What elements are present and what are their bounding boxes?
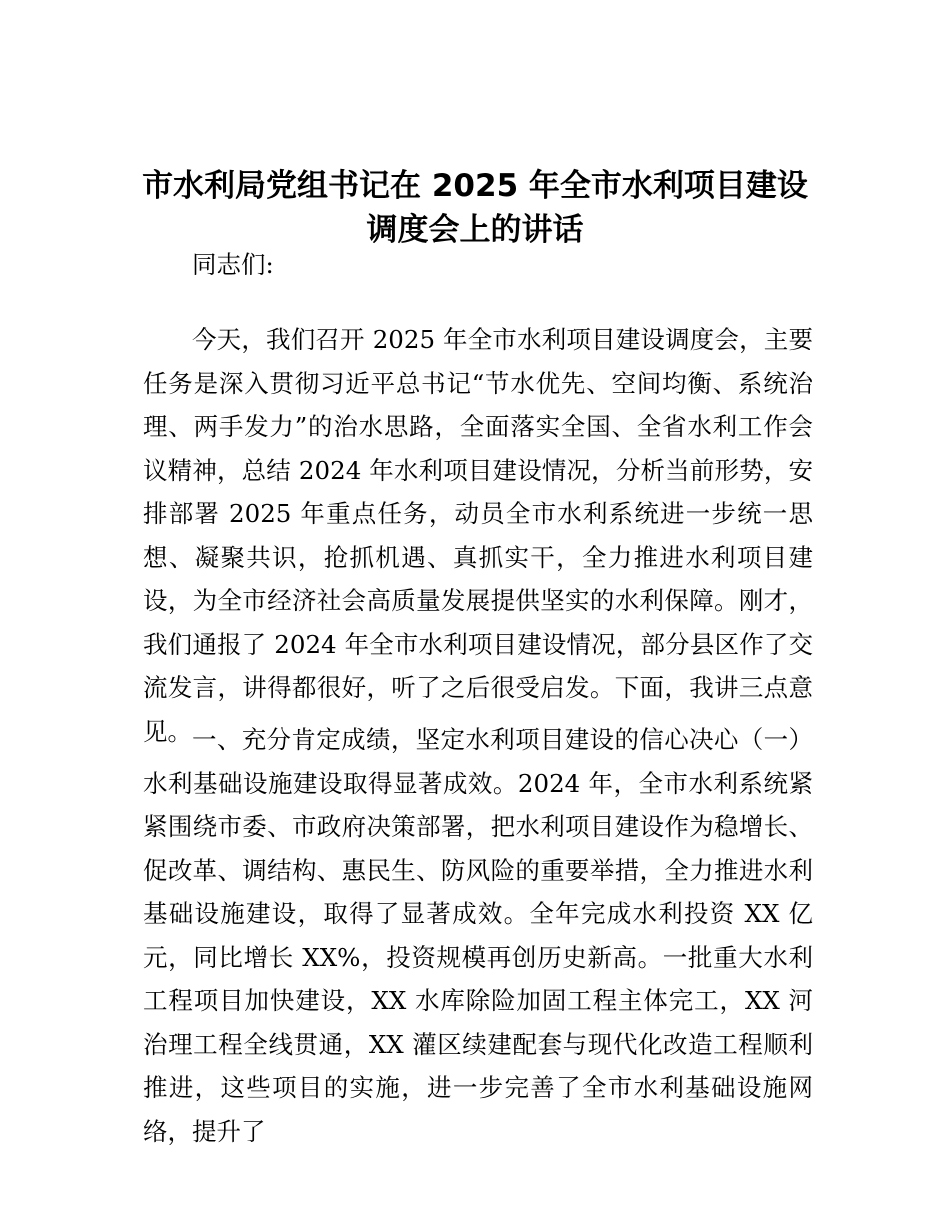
salutation: 同志们: bbox=[192, 250, 274, 279]
paragraph-intro: 今天，我们召开 2025 年全市水利项目建设调度会，主要任务是深入贯彻习近平总书记“节水优先、空间均衡、系统治理、两手发力”的治水思路，全面落实全国、全省水利工作会议精神，总结 2024 年水利项目建设情况，分析当前形势，安排部署 2025 年重点任务，动员全市水利系统进一步统一思想、凝聚共识，抢抓机遇、真抓实干，全力推进水利项目建设，为全市经济社会高质量发展提供坚实的水利保障。刚才，我们通报了 2024 年全市水利项目建设情况，部分县区作了交流发言，讲得都很好，听了之后很受启发。下面，我讲三点意见。 bbox=[143, 325, 813, 746]
document-title-line-1: 市水利局党组书记在 2025 年全市水利项目建设 bbox=[142, 168, 808, 204]
document-title-line-2: 调度会上的讲话 bbox=[366, 212, 584, 248]
paragraph-section-one: 一、充分肯定成绩，坚定水利项目建设的信心决心（一）水利基础设施建设取得显著成效。2024 年，全市水利系统紧紧围绕市委、市政府决策部署，把水利项目建设作为稳增长、促改革、调结构、惠民生、防风险的重要举措，全力推进水利基础设施建设，取得了显著成效。全年完成水利投资 XX 亿元，同比增长 XX%，投资规模再创历史新高。一批重大水利工程项目加快建设，XX 水库除险加固工程主体完工，XX 河治理工程全线贯通，XX 灌区续建配套与现代化改造工程顺利推进，这些项目的实施，进一步完善了全市水利基础设施网络，提升了 bbox=[143, 725, 813, 1146]
